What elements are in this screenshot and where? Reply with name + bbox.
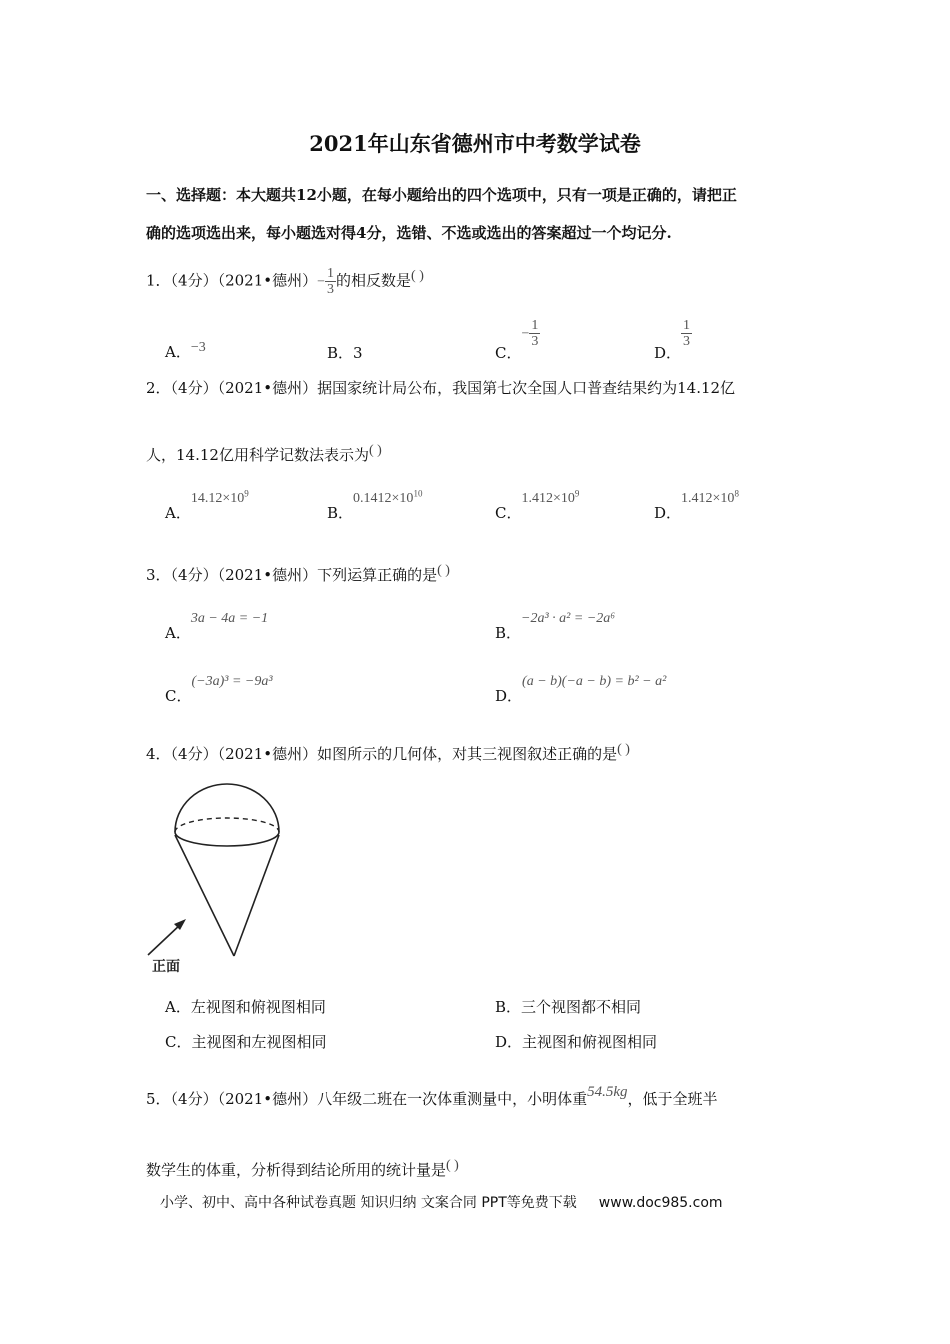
q1-option-a: A．−3 — [165, 340, 206, 361]
question-2-line1: 2．（4分）（2021•德州）据国家统计局公布，我国第七次全国人口普查结果约为14.12亿 — [146, 379, 736, 397]
ellipse-hidden-edge — [175, 818, 279, 832]
q4-option-c: C．主视图和左视图相同 — [165, 1033, 327, 1051]
cone-right-edge — [234, 835, 279, 956]
question-3: 3．（4分）（2021•德州）下列运算正确的是( ) — [146, 563, 450, 584]
q1-option-c: C．− $\frac{1}{3}$ — [495, 318, 539, 362]
q1-option-b: B．3 — [327, 344, 363, 362]
q3-option-a: A．3a − 4a = −1 — [165, 611, 269, 642]
hemisphere-arc — [175, 784, 279, 832]
q4-option-d: D．主视图和俯视图相同 — [495, 1033, 658, 1051]
q2-option-c: C．$1.412\times 10^9$ — [495, 488, 580, 522]
q3-option-b: B．−2a³ · a² = −2a⁶ — [495, 611, 616, 642]
q1-fraction: $\frac{1}{3}$ — [327, 266, 335, 297]
question-5-line2: 数学生的体重，分析得到结论所用的统计量是( ) — [146, 1158, 459, 1179]
q4-option-b: B．三个视图都不相同 — [495, 998, 642, 1016]
page-title: 2021年山东省德州市中考数学试卷 — [309, 131, 641, 156]
question-2-line2: 人，14.12亿用科学记数法表示为( ) — [146, 443, 382, 464]
q2-option-d: D．$1.412\times 10^8$ — [654, 488, 739, 522]
q1-frac-sign: − — [317, 274, 326, 290]
q4-option-a: A．左视图和俯视图相同 — [165, 998, 326, 1016]
footer-text: 小学、初中、高中各种试卷真题 知识归纳 文案合同 PPT等免费下载 — [160, 1195, 577, 1211]
q3-option-d: D．(a − b)(−a − b) = b² − a² — [495, 674, 667, 705]
q1-suffix: 的相反数是 — [336, 271, 412, 290]
ellipse-visible-edge — [175, 832, 279, 846]
front-view-label: 正面 — [152, 959, 180, 975]
q3-option-c: C．(−3a)³ = −9a³ — [165, 674, 273, 705]
cone-left-edge — [175, 835, 234, 956]
q1-option-d: D． $\frac{1}{3}$ — [654, 318, 691, 362]
section-heading-line2: 确的选项选出来，每小题选对得4分，选错、不选或选出的答案超过一个均记分. — [146, 224, 672, 242]
question-4: 4．（4分）（2021•德州）如图所示的几何体，对其三视图叙述正确的是( ) — [146, 742, 630, 763]
q1-prefix: 1．（4分）（2021•德州） — [146, 271, 318, 290]
footer — [160, 1192, 723, 1212]
q2-option-b: B．$0.1412\times 10^{10}$ — [327, 488, 423, 522]
q1-answer-paren: ( ) — [411, 268, 424, 284]
q2-option-a: A．$14.12\times 10^9$ — [165, 488, 249, 522]
question-5-line1: 5．（4分）（2021•德州）八年级二班在一次体重测量中，小明体重54.5kg，低于全班半 — [146, 1084, 718, 1108]
question-1 — [146, 266, 424, 297]
footer-url[interactable]: www.doc985.com — [598, 1195, 723, 1211]
front-arrow — [148, 923, 182, 955]
section-heading-line1: 一、选择题：本大题共12小题，在每小题给出的四个选项中，只有一项是正确的，请把正 — [146, 186, 737, 204]
geometry-figure — [140, 780, 300, 980]
